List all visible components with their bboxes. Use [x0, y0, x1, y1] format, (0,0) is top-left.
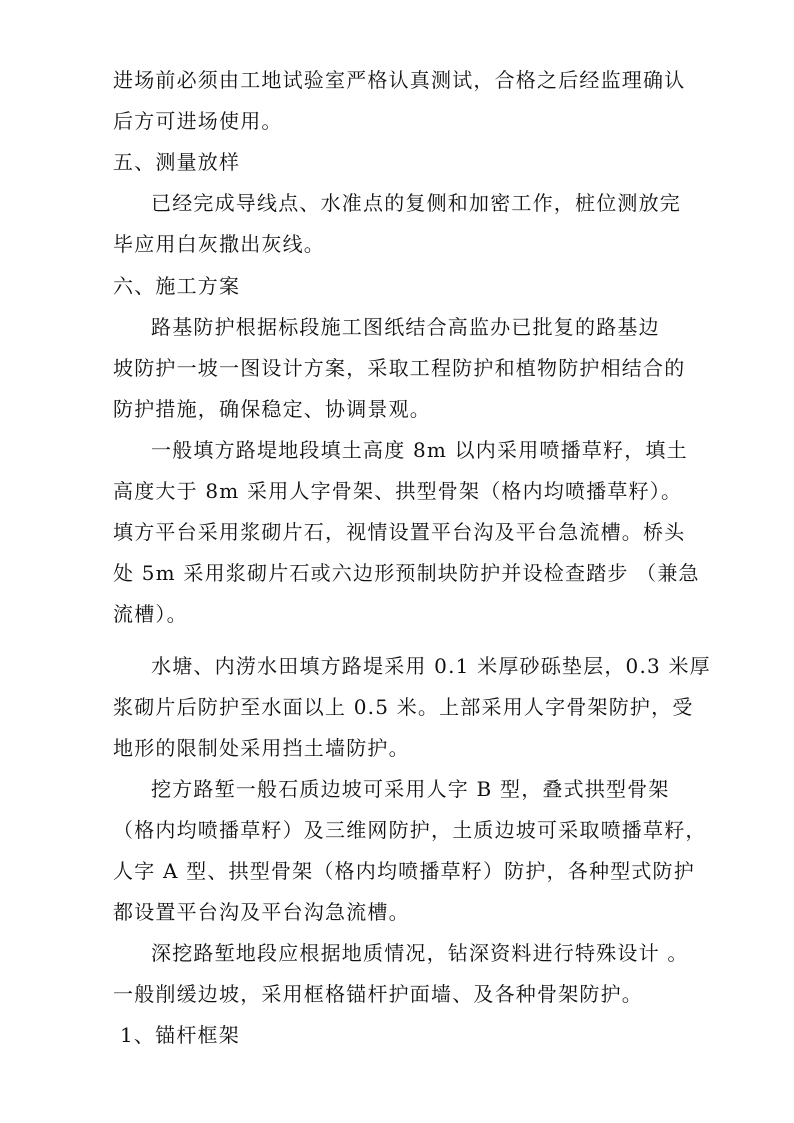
- text-line: 流槽）。: [113, 602, 188, 626]
- text-line: 浆砌片后防护至水面以上 0.5 米。上部采用人字骨架防护，受: [113, 695, 694, 719]
- text-line: 进场前必须由工地试验室严格认真测试，合格之后经监理确认: [113, 68, 686, 92]
- text-line: 处 5m 采用浆砌片石或六边形预制块防护并设检查踏步 （兼急: [113, 561, 700, 585]
- text-line: 挖方路堑一般石质边坡可采用人字 B 型，叠式拱型骨架: [151, 777, 670, 801]
- text-line: （格内均喷播草籽）及三维网防护，土质边坡可采取喷播草籽，: [113, 818, 707, 842]
- text-line: 都设置平台沟及平台沟急流槽。: [113, 900, 410, 924]
- text-line: 深挖路堑地段应根据地质情况，钻深资料进行特殊设计 。: [151, 941, 689, 965]
- section-heading: 六、施工方案: [113, 274, 241, 298]
- text-line: 一般填方路堤地段填土高度 8m 以内采用喷播草籽，填土: [151, 438, 688, 462]
- text-line: 路基防护根据标段施工图纸结合高监办已批复的路基边: [151, 315, 660, 339]
- subsection-heading: 1、锚杆框架: [120, 1023, 240, 1047]
- text-line: 后方可进场使用。: [113, 109, 283, 133]
- text-line: 填方平台采用浆砌片石，视情设置平台沟及平台急流槽。桥头: [113, 520, 686, 544]
- section-heading: 五、测量放样: [113, 150, 241, 174]
- text-line: 防护措施，确保稳定、协调景观。: [113, 397, 431, 421]
- text-line: 毕应用白灰撒出灰线。: [113, 232, 325, 256]
- text-line: 高度大于 8m 采用人字骨架、拱型骨架（格内均喷播草籽）。: [113, 479, 683, 503]
- text-line: 一般削缓边坡，采用框格锚杆护面墙、及各种骨架防护。: [113, 982, 643, 1006]
- text-line: 坡防护一坡一图设计方案，采取工程防护和植物防护相结合的: [113, 356, 686, 380]
- text-line: 已经完成导线点、水准点的复侧和加密工作，桩位测放完: [151, 191, 681, 215]
- text-line: 地形的限制处采用挡土墙防护。: [113, 736, 410, 760]
- text-line: 水塘、内涝水田填方路堤采用 0.1 米厚砂砾垫层，0.3 米厚: [151, 654, 711, 678]
- text-line: 人字 A 型、拱型骨架（格内均喷播草籽）防护，各种型式防护: [113, 859, 695, 883]
